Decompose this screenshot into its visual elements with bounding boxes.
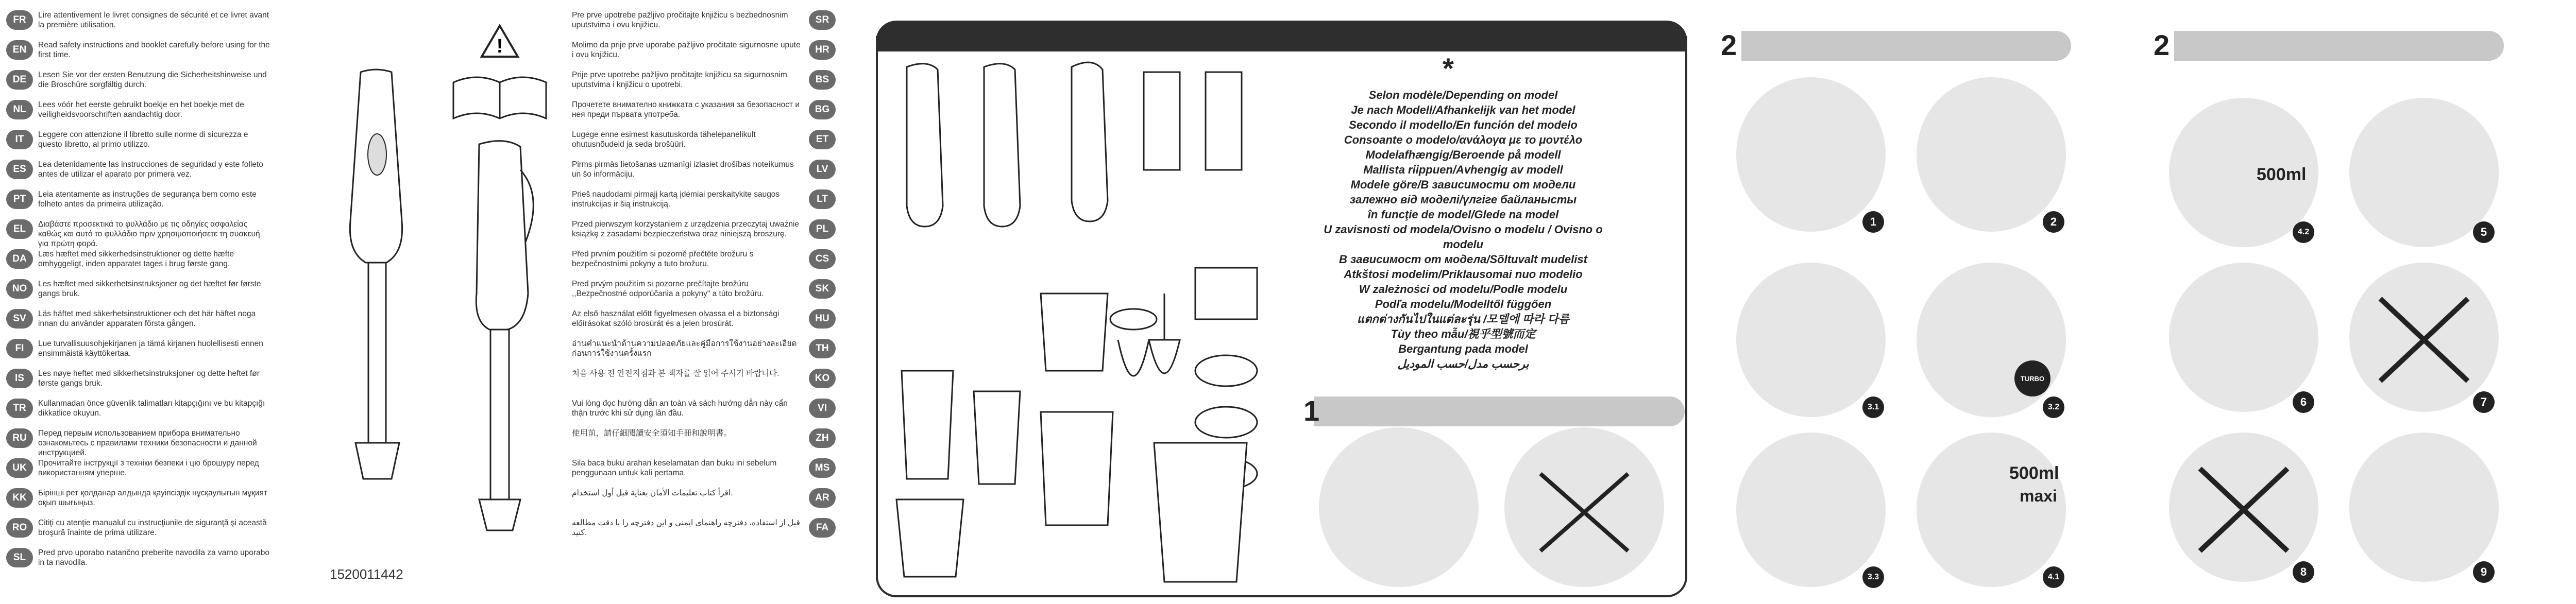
- step-badge-8: 8: [2293, 561, 2314, 583]
- step-badge-3-3: 3.3: [1862, 566, 1884, 588]
- model-dependency-line: în funcţie de model/Glede na model: [1367, 208, 1559, 221]
- lang-right-zh: [572, 428, 850, 448]
- models-star: *: [1443, 52, 1454, 84]
- step2b-circle-6: [2349, 433, 2499, 582]
- language-code-badge: HU: [809, 309, 836, 329]
- lang-left-ro: [6, 518, 284, 538]
- panel-step3: [2571, 0, 2576, 604]
- language-instruction-text: قبل از استفاده، دفترچه راهنمای ایمنی و این دفترچه را با دقت مطالعه کنید.: [572, 519, 800, 537]
- step-badge-1: 1: [1862, 211, 1884, 233]
- language-instruction-text: Molimo da prije prve uporabe pažljivo pročitate sigurnosne upute i ovu knjižicu.: [572, 41, 801, 59]
- language-code-badge: DA: [6, 249, 33, 269]
- model-dependency-line: Selon modèle/Depending on model: [1368, 89, 1558, 101]
- no-ice-icon: [2169, 433, 2318, 582]
- panel-intro-drawings: [289, 0, 567, 604]
- step2a-circle-3: [1736, 263, 1886, 417]
- lang-left-de: [6, 70, 284, 90]
- step-badge-4-1: 4.1: [2043, 566, 2064, 588]
- lang-right-ms: [572, 458, 850, 478]
- model-dependency-line: Modelafhængig/Beroende på modell: [1365, 148, 1561, 161]
- language-code-badge: PT: [6, 189, 33, 209]
- step2b-number: 2: [2154, 29, 2170, 61]
- hand-blender-drawing-right: [459, 139, 551, 541]
- language-instruction-text: Läs häftet med säkerhetsinstruktioner och det här häftet noga innan du använder apparaten första gången.: [38, 309, 256, 328]
- language-code-badge: IT: [6, 130, 33, 149]
- step-badge-9: 9: [2473, 561, 2495, 583]
- model-dependency-line: W zależności od modelu/Podle modelu: [1359, 283, 1568, 296]
- language-instruction-text: อ่านคำแนะนำด้านความปลอดภัยและคู่มือการใช้งานอย่างละเอียดก่อนการใช้งานครั้งแรก: [572, 339, 797, 358]
- accessories-drawings: [886, 51, 1350, 587]
- panel-step2-a: [1705, 0, 2107, 604]
- language-instruction-text: Leia atentamente as instruções de segurança bem como este folheto antes da primeira utilização.: [38, 190, 257, 209]
- lang-right-lv: [572, 160, 850, 179]
- language-instruction-text: Lees vóór het eerste gebruikt boekje en het boekje met de veiligheidsvoorschriften aandachtig door.: [38, 100, 244, 119]
- language-instruction-text: Pred prvo uporabo natančno preberite navodila za varno uporabo in ta navodila.: [38, 548, 269, 567]
- language-code-badge: UK: [6, 458, 33, 478]
- step2a-circle-2: [1917, 77, 2066, 232]
- warning-book-icon: [443, 21, 556, 124]
- step-badge-3-2: 3.2: [2043, 396, 2064, 418]
- language-code-badge: HR: [809, 40, 836, 60]
- svg-text:!: !: [496, 36, 503, 57]
- model-dependency-line: Mallista riippuen/Avhengig av modell: [1363, 163, 1563, 176]
- lang-left-sv: [6, 309, 284, 329]
- language-instruction-text: Před prvním použitím si pozorně přečtěte brožuru s bezpečnostními pokyny a tuto brožuru.: [572, 250, 754, 268]
- language-code-badge: ZH: [809, 428, 836, 448]
- lang-right-ar: [572, 488, 850, 508]
- language-code-badge: TH: [809, 339, 836, 358]
- language-instruction-text: Διαβάστε προσεκτικά το φυλλάδιο με τις οδηγίες ασφαλείας καθώς και αυτό το φυλλάδιο πριν χρησιμοποιήσετε τη συσκευή για πρώτη φορά.: [38, 220, 260, 248]
- lang-right-bg: [572, 100, 850, 119]
- lang-left-pt: [6, 189, 284, 209]
- language-instruction-text: Lea detenidamente las instrucciones de seguridad y este folleto antes de utilizar el aparato por primera vez.: [38, 160, 263, 179]
- language-instruction-text: Lesen Sie vor der ersten Benutzung die Sicherheitshinweise und die Broschüre sorgfältig durch.: [38, 71, 267, 89]
- language-code-badge: DE: [6, 70, 33, 90]
- lang-left-ru: [6, 428, 284, 458]
- model-dependency-line: залежно від моделі/үлгіге байланысты: [1349, 193, 1577, 206]
- lang-right-cs: [572, 249, 850, 269]
- language-code-badge: AR: [809, 488, 836, 508]
- lang-left-it: [6, 130, 284, 149]
- model-dependency-line: Je nach Modell/Afhankelijk van het model: [1351, 103, 1575, 116]
- lang-right-th: [572, 339, 850, 358]
- language-code-badge: SK: [809, 279, 836, 299]
- panel-languages-right: [567, 0, 855, 604]
- no-hot-food-icon: [2349, 263, 2499, 412]
- lang-left-en: [6, 40, 284, 60]
- model-dependency-line: Atkštosi modelim/Priklausomai nuo modelio: [1344, 268, 1583, 281]
- language-instruction-text: Vui lòng đọc hướng dẫn an toàn và sách hướng dẫn này cẩn thận trước khi sử dụng lần đầu.: [572, 399, 788, 418]
- language-code-badge: ES: [6, 160, 33, 179]
- lang-left-es: [6, 160, 284, 179]
- language-instruction-text: Sila baca buku arahan keselamatan dan buku ini sebelum penggunaan untuk kali pertama.: [572, 459, 777, 477]
- lang-left-da: [6, 249, 284, 269]
- no-dishwasher-icon: [1504, 427, 1664, 587]
- language-instruction-text: Pred prvým použitím si pozorne prečítajte brožúru ,,Bezpečnostné odporúčania a pokyny" a túto brožúru.: [572, 280, 764, 298]
- model-dependency-line: Consoante o modelo/ανάλογα με το μοντέλο: [1344, 133, 1583, 146]
- model-dependency-line: U zavisnosti od modela/Ovisno o modelu / Ovisno o modelu: [1324, 223, 1603, 251]
- model-dependency-line: برحسب مدل/حسب الموديل: [1397, 357, 1529, 370]
- models-text-block: [1319, 88, 1607, 371]
- lang-left-sl: [6, 548, 284, 567]
- model-dependency-line: แตกต่างกันไปในแต่ละรุ่น /모델에 따라 다름: [1357, 313, 1570, 325]
- lang-left-kk: [6, 488, 284, 508]
- language-instruction-text: Lugege enne esimest kasutuskorda tähelepanelikult ohutusnõudeid ja seda brošüüri.: [572, 130, 756, 149]
- step-badge-7: 7: [2473, 391, 2495, 413]
- language-instruction-text: Az első használat előtt figyelmesen olvassa el a biztonsági előírásokat szóló brosúrát és a jelen brosúrát.: [572, 309, 779, 328]
- language-code-badge: VI: [809, 399, 836, 418]
- lang-left-no: [6, 279, 284, 299]
- language-code-badge: KK: [6, 488, 33, 508]
- step2b-circle-3: [2169, 263, 2318, 412]
- language-instruction-text: 使用前，請仔細閱讀安全須知手冊和說明書。: [572, 429, 732, 438]
- language-code-badge: LV: [809, 160, 836, 179]
- step2b-header-bar: [2174, 31, 2504, 61]
- document-code: 1520011442: [330, 566, 403, 582]
- hand-blender-drawing-left: [335, 67, 417, 520]
- model-dependency-line: Tùy theo mẫu/視乎型號而定: [1391, 327, 1536, 340]
- step-badge-6: 6: [2293, 391, 2314, 413]
- language-instruction-text: Pre prve upotrebe pažljivo pročitajte knjižicu s bezbednosnim uputstvima i ovu knjižicu.: [572, 11, 788, 29]
- lang-left-is: [6, 369, 284, 388]
- language-code-badge: MS: [809, 458, 836, 478]
- language-instruction-text: Бірінші рет қолданар алдында қауіпсіздік нұсқаулығын мұқият оқып шығыңыз.: [38, 489, 268, 507]
- language-instruction-text: Read safety instructions and booklet carefully before using for the first time.: [38, 41, 270, 59]
- step1-number: 1: [1303, 394, 1320, 427]
- step2a-circle-5: [1736, 433, 1886, 587]
- language-code-badge: KO: [809, 369, 836, 388]
- panel-step2-b: [2138, 0, 2540, 604]
- lang-right-et: [572, 130, 850, 149]
- language-code-badge: CS: [809, 249, 836, 269]
- language-instruction-text: Læs hæftet med sikkerhedsinstruktioner og dette hæfte omhyggeligt, inden apparatet tages i brug første gang.: [38, 250, 234, 268]
- step1-header-bar: [1314, 396, 1685, 426]
- language-code-badge: PL: [809, 219, 836, 239]
- language-code-badge: NO: [6, 279, 33, 299]
- language-code-badge: SL: [6, 548, 33, 567]
- step2a-header-bar: [1741, 31, 2071, 61]
- step-badge-3-1: 3.1: [1862, 396, 1884, 418]
- language-instruction-text: Pirms pirmās lietošanas uzmanīgi izlasiet drošības noteikumus un šo informāciju.: [572, 160, 794, 179]
- language-instruction-text: Прочетете внимателно книжката с указания за безопасност и нея преди първата употреба.: [572, 100, 800, 119]
- model-dependency-line: В зависимост от модела/Sõltuvalt mudelist: [1339, 253, 1587, 266]
- language-instruction-text: Lue turvallisuusohjekirjanen ja tämä kirjanen huolellisesti ennen ensimmäistä käyttökertaa.: [38, 339, 263, 358]
- lang-left-fi: [6, 339, 284, 358]
- language-instruction-text: Przed pierwszym korzystaniem z urządzenia przeczytaj uważnie książkę z zasadami bezpieczeństwa oraz niniejszą broszurę.: [572, 220, 800, 238]
- language-instruction-text: Prieš naudodami pirmąjį kartą įdėmiai perskaitykite saugos instrukcijas ir šią instrukciją.: [572, 190, 780, 209]
- lang-right-hu: [572, 309, 850, 329]
- lang-left-tr: [6, 399, 284, 418]
- language-code-badge: IS: [6, 369, 33, 388]
- language-code-badge: RO: [6, 518, 33, 538]
- language-instruction-text: Lire attentivement le livret consignes de sécurité et ce livret avant la première utilisation.: [38, 11, 269, 29]
- panel-languages-left: [0, 0, 403, 604]
- lang-right-sk: [572, 279, 850, 299]
- language-instruction-text: 처음 사용 전 안전지침과 본 책자를 잘 읽어 주시기 바랍니다.: [572, 369, 779, 378]
- language-instruction-text: Les hæftet med sikkerhetsinstruksjoner og det hæftet før første gangs bruk.: [38, 280, 261, 298]
- lang-left-el: [6, 219, 284, 249]
- turbo-label: TURBO: [2014, 360, 2050, 396]
- volume-500ml-maxi: 500ml: [2009, 463, 2059, 483]
- language-instruction-text: Leggere con attenzione il libretto sulle norme di sicurezza e questo libretto, al primo utilizzo.: [38, 130, 248, 149]
- language-code-badge: EL: [6, 219, 33, 239]
- language-code-badge: FR: [6, 10, 33, 30]
- lang-left-nl: [6, 100, 284, 119]
- language-instruction-text: Prije prve upotrebe pažljivo pročitajte knjižicu sa sigurnosnim uputstvima i knjižicu o upotrebi.: [572, 71, 787, 89]
- lang-right-bs: [572, 70, 850, 90]
- language-code-badge: FI: [6, 339, 33, 358]
- model-dependency-line: Podľa modelu/Modelltől függően: [1375, 298, 1552, 310]
- language-instruction-text: Прочитайте інструкції з техніки безпеки і цю брошуру перед використанням уперше.: [38, 459, 259, 477]
- lang-right-fa: [572, 518, 850, 538]
- step-badge-5: 5: [2473, 221, 2495, 243]
- lang-right-ko: [572, 369, 850, 388]
- language-code-badge: RU: [6, 428, 33, 448]
- step2a-circle-4: [1917, 263, 2066, 417]
- language-instruction-text: اقرأ كتاب تعليمات الأمان بعناية قبل أول استخدام.: [572, 489, 733, 497]
- step2a-number: 2: [1721, 29, 1737, 61]
- model-dependency-line: Secondo il modello/En función del modelo: [1349, 118, 1578, 131]
- model-dependency-line: Modele göre/В зависимости от модели: [1350, 178, 1576, 191]
- language-code-badge: SV: [6, 309, 33, 329]
- language-instruction-text: Les nøye heftet med sikkerhetsinstruksjoner og dette heftet før første gangs bruk.: [38, 369, 260, 388]
- step-badge-4-2: 4.2: [2293, 221, 2314, 243]
- panel-accessories: [871, 0, 1695, 604]
- step-badge-2: 2: [2043, 211, 2064, 233]
- volume-500ml: 500ml: [2257, 165, 2307, 184]
- language-code-badge: LT: [809, 189, 836, 209]
- language-instruction-text: Kullanmadan önce güvenlik talimatları kitapçığını ve bu kitapçığı dikkatlice okuyun.: [38, 399, 265, 418]
- language-code-badge: ET: [809, 130, 836, 149]
- lang-right-pl: [572, 219, 850, 239]
- step2a-circle-1: [1736, 77, 1886, 232]
- model-dependency-line: Bergantung pada model: [1398, 342, 1528, 355]
- lang-left-fr: [6, 10, 284, 30]
- language-code-badge: SR: [809, 10, 836, 30]
- language-code-badge: FA: [809, 518, 836, 538]
- lang-right-vi: [572, 399, 850, 418]
- lang-right-lt: [572, 189, 850, 209]
- lang-right-sr: [572, 10, 850, 30]
- maxi-label: maxi: [2020, 487, 2057, 505]
- language-code-badge: EN: [6, 40, 33, 60]
- language-code-badge: NL: [6, 100, 33, 119]
- step2a-circle-6: [1917, 433, 2066, 587]
- language-instruction-text: Перед первым использованием прибора внимательно ознакомьтесь с правилами техники безопасности и данной инструкцией.: [38, 429, 257, 457]
- step1-circle-a: [1319, 427, 1479, 587]
- language-code-badge: BG: [809, 100, 836, 119]
- lang-left-uk: [6, 458, 284, 478]
- language-code-badge: BS: [809, 70, 836, 90]
- language-instruction-text: Citiţi cu atenţie manualul cu instrucţiunile de siguranţă şi această broşură înainte de prima utilizare.: [38, 519, 267, 537]
- lang-right-hr: [572, 40, 850, 60]
- language-code-badge: TR: [6, 399, 33, 418]
